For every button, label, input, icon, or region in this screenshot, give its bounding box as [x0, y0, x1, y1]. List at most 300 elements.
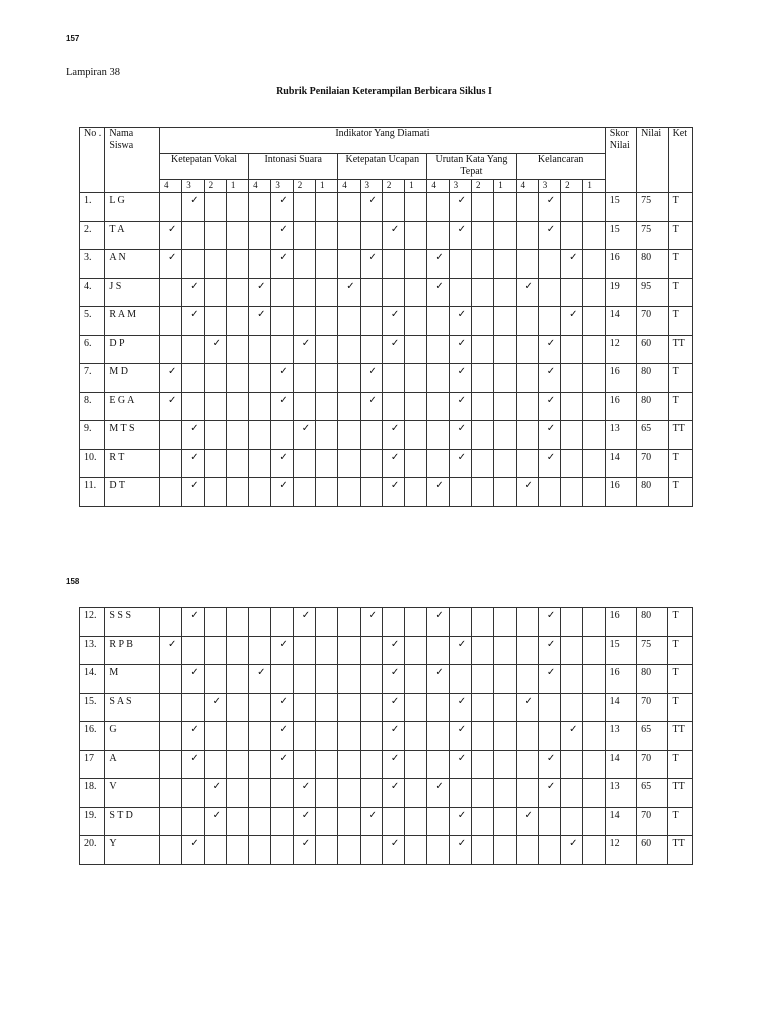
check-mark: ✓	[449, 449, 471, 478]
check-mark: ✓	[182, 608, 204, 637]
score-cell	[405, 307, 427, 336]
score-cell	[382, 250, 404, 279]
score-cell	[182, 693, 204, 722]
check-mark: ✓	[449, 807, 471, 836]
check-mark: ✓	[449, 836, 471, 865]
score-cell	[583, 392, 605, 421]
score-cell	[449, 250, 471, 279]
score-cell	[338, 307, 360, 336]
score-cell	[561, 750, 583, 779]
score-cell	[293, 750, 315, 779]
check-mark: ✓	[271, 693, 293, 722]
check-mark: ✓	[382, 779, 404, 808]
score-cell	[494, 250, 516, 279]
scale-header: 1	[405, 180, 427, 193]
scale-header-row	[80, 180, 693, 193]
score-cell	[182, 779, 204, 808]
score-cell	[561, 449, 583, 478]
score-cell	[583, 807, 605, 836]
score-cell	[494, 807, 516, 836]
student-name: M	[105, 665, 160, 694]
check-mark: ✓	[427, 478, 449, 507]
score-cell	[583, 307, 605, 336]
remark: TT	[668, 722, 693, 751]
score-cell	[561, 807, 583, 836]
score-cell	[226, 221, 248, 250]
score-cell	[405, 449, 427, 478]
score-cell	[516, 779, 538, 808]
score-cell	[494, 364, 516, 393]
check-mark: ✓	[538, 364, 560, 393]
check-mark: ✓	[516, 693, 538, 722]
aspect-header: Intonasi Suara	[249, 154, 338, 180]
score-cell	[338, 250, 360, 279]
score-cell	[204, 307, 226, 336]
header-no: No .	[80, 128, 105, 193]
score-cell	[338, 449, 360, 478]
score-cell	[226, 836, 248, 865]
score-cell	[204, 392, 226, 421]
remark: T	[668, 392, 692, 421]
check-mark: ✓	[293, 836, 315, 865]
score-cell	[271, 278, 293, 307]
check-mark: ✓	[382, 307, 404, 336]
check-mark: ✓	[449, 221, 471, 250]
header-nilai: Nilai	[637, 128, 668, 193]
page-number-157: 157	[66, 34, 80, 43]
score-cell	[338, 608, 360, 637]
score-cell	[583, 665, 605, 694]
score-cell	[271, 307, 293, 336]
check-mark: ✓	[182, 421, 204, 450]
total-score: 14	[605, 307, 636, 336]
grade-value: 70	[637, 693, 668, 722]
check-mark: ✓	[182, 193, 204, 222]
row-number: 17	[80, 750, 105, 779]
score-cell	[405, 421, 427, 450]
assessment-table-page-2	[79, 607, 693, 865]
score-cell	[338, 478, 360, 507]
total-score: 16	[605, 364, 636, 393]
table-row	[80, 807, 693, 836]
total-score: 12	[605, 836, 636, 865]
score-cell	[204, 193, 226, 222]
score-cell	[471, 193, 493, 222]
check-mark: ✓	[382, 693, 404, 722]
table-row	[80, 722, 693, 751]
score-cell	[204, 278, 226, 307]
score-cell	[315, 478, 337, 507]
score-cell	[494, 636, 516, 665]
score-cell	[316, 750, 338, 779]
table-row	[80, 250, 693, 279]
score-cell	[182, 364, 204, 393]
grade-value: 70	[637, 307, 668, 336]
score-cell	[271, 807, 293, 836]
score-cell	[160, 836, 182, 865]
score-cell	[204, 478, 226, 507]
score-cell	[160, 307, 182, 336]
scale-header: 3	[271, 180, 293, 193]
score-cell	[338, 836, 360, 865]
check-mark: ✓	[382, 836, 404, 865]
check-mark: ✓	[538, 193, 560, 222]
check-mark: ✓	[160, 250, 182, 279]
score-cell	[471, 750, 493, 779]
check-mark: ✓	[538, 221, 560, 250]
remark: T	[668, 665, 693, 694]
scale-header: 1	[226, 180, 248, 193]
check-mark: ✓	[360, 608, 382, 637]
remark: TT	[668, 779, 693, 808]
score-cell	[293, 636, 315, 665]
row-number: 10.	[80, 449, 105, 478]
score-cell	[516, 250, 538, 279]
student-name: Y	[105, 836, 160, 865]
aspect-header: Urutan Kata Yang Tepat	[427, 154, 516, 180]
score-cell	[405, 221, 427, 250]
score-cell	[405, 335, 427, 364]
score-cell	[471, 836, 493, 865]
score-cell	[293, 665, 315, 694]
score-cell	[338, 364, 360, 393]
check-mark: ✓	[182, 278, 204, 307]
score-cell	[494, 221, 516, 250]
score-cell	[160, 608, 182, 637]
total-score: 16	[605, 392, 636, 421]
score-cell	[405, 779, 427, 808]
check-mark: ✓	[182, 478, 204, 507]
score-cell	[360, 693, 382, 722]
score-cell	[226, 636, 248, 665]
check-mark: ✓	[449, 364, 471, 393]
table-row	[80, 278, 693, 307]
score-cell	[516, 449, 538, 478]
aspect-header: Ketepatan Ucapan	[338, 154, 427, 180]
check-mark: ✓	[271, 250, 293, 279]
scale-header: 2	[293, 180, 315, 193]
score-cell	[360, 421, 382, 450]
check-mark: ✓	[271, 449, 293, 478]
score-cell	[249, 807, 271, 836]
score-cell	[338, 807, 360, 836]
check-mark: ✓	[382, 449, 404, 478]
page-number-158: 158	[66, 577, 80, 586]
score-cell	[405, 278, 427, 307]
score-cell	[471, 722, 493, 751]
scale-header: 4	[338, 180, 360, 193]
score-cell	[471, 221, 493, 250]
score-cell	[316, 722, 338, 751]
score-cell	[382, 392, 404, 421]
score-cell	[249, 636, 271, 665]
score-cell	[583, 608, 605, 637]
check-mark: ✓	[271, 193, 293, 222]
score-cell	[338, 636, 360, 665]
score-cell	[338, 392, 360, 421]
score-cell	[293, 449, 315, 478]
row-number: 18.	[80, 779, 105, 808]
check-mark: ✓	[449, 307, 471, 336]
table-row	[80, 307, 693, 336]
score-cell	[471, 779, 493, 808]
student-name: R P B	[105, 636, 160, 665]
scale-header: 3	[182, 180, 204, 193]
score-cell	[204, 421, 226, 450]
score-cell	[583, 636, 605, 665]
score-cell	[583, 335, 605, 364]
student-name: R T	[105, 449, 160, 478]
header-nama: Nama Siswa	[105, 128, 160, 193]
table-row	[80, 636, 693, 665]
score-cell	[315, 392, 337, 421]
score-cell	[271, 421, 293, 450]
grade-value: 70	[637, 807, 668, 836]
score-cell	[360, 449, 382, 478]
check-mark: ✓	[204, 779, 226, 808]
score-cell	[249, 193, 271, 222]
score-cell	[516, 836, 538, 865]
score-cell	[538, 250, 560, 279]
score-cell	[583, 278, 605, 307]
check-mark: ✓	[427, 278, 449, 307]
score-cell	[226, 665, 248, 694]
score-cell	[226, 307, 248, 336]
score-cell	[449, 665, 471, 694]
check-mark: ✓	[382, 750, 404, 779]
score-cell	[382, 608, 404, 637]
table-row	[80, 608, 693, 637]
score-cell	[160, 807, 182, 836]
score-cell	[561, 335, 583, 364]
score-cell	[160, 421, 182, 450]
score-cell	[427, 221, 449, 250]
remark: T	[668, 693, 693, 722]
check-mark: ✓	[538, 421, 560, 450]
score-cell	[561, 779, 583, 808]
scale-header: 4	[516, 180, 538, 193]
table-row	[80, 478, 693, 507]
remark: TT	[668, 335, 692, 364]
header-indikator: Indikator Yang Diamati	[160, 128, 606, 154]
score-cell	[561, 665, 583, 694]
score-cell	[204, 636, 226, 665]
scale-header: 1	[583, 180, 605, 193]
grade-value: 70	[637, 449, 668, 478]
score-cell	[427, 836, 449, 865]
check-mark: ✓	[160, 364, 182, 393]
check-mark: ✓	[382, 722, 404, 751]
score-cell	[226, 250, 248, 279]
score-cell	[338, 750, 360, 779]
row-number: 8.	[80, 392, 105, 421]
scale-header: 2	[561, 180, 583, 193]
score-cell	[583, 193, 605, 222]
score-cell	[182, 807, 204, 836]
score-cell	[182, 221, 204, 250]
student-name: L G	[105, 193, 160, 222]
score-cell	[471, 278, 493, 307]
grade-value: 65	[637, 421, 668, 450]
row-number: 15.	[80, 693, 105, 722]
score-cell	[449, 278, 471, 307]
score-cell	[315, 278, 337, 307]
score-cell	[293, 307, 315, 336]
check-mark: ✓	[382, 665, 404, 694]
score-cell	[516, 364, 538, 393]
check-mark: ✓	[449, 193, 471, 222]
score-cell	[249, 750, 271, 779]
check-mark: ✓	[382, 221, 404, 250]
check-mark: ✓	[538, 779, 560, 808]
score-cell	[271, 335, 293, 364]
score-cell	[516, 722, 538, 751]
check-mark: ✓	[561, 722, 583, 751]
check-mark: ✓	[382, 335, 404, 364]
score-cell	[226, 449, 248, 478]
grade-value: 80	[637, 478, 668, 507]
grade-value: 75	[637, 221, 668, 250]
row-number: 16.	[80, 722, 105, 751]
remark: T	[668, 608, 693, 637]
table-row	[80, 779, 693, 808]
score-cell	[494, 722, 516, 751]
check-mark: ✓	[516, 278, 538, 307]
score-cell	[583, 836, 605, 865]
check-mark: ✓	[293, 779, 315, 808]
grade-value: 75	[637, 636, 668, 665]
row-number: 12.	[80, 608, 105, 637]
score-cell	[249, 478, 271, 507]
score-cell	[360, 307, 382, 336]
score-cell	[538, 307, 560, 336]
scale-header: 2	[382, 180, 404, 193]
score-cell	[427, 335, 449, 364]
score-cell	[449, 779, 471, 808]
score-cell	[583, 750, 605, 779]
scale-header: 3	[449, 180, 471, 193]
row-number: 20.	[80, 836, 105, 865]
score-cell	[427, 364, 449, 393]
score-cell	[338, 693, 360, 722]
score-cell	[316, 665, 338, 694]
score-cell	[382, 807, 404, 836]
total-score: 14	[605, 750, 636, 779]
score-cell	[516, 307, 538, 336]
check-mark: ✓	[182, 665, 204, 694]
score-cell	[226, 608, 248, 637]
score-cell	[494, 779, 516, 808]
student-name: M D	[105, 364, 160, 393]
score-cell	[382, 193, 404, 222]
score-cell	[427, 750, 449, 779]
score-cell	[427, 421, 449, 450]
check-mark: ✓	[561, 307, 583, 336]
score-cell	[538, 836, 560, 865]
total-score: 16	[605, 665, 636, 694]
check-mark: ✓	[538, 335, 560, 364]
score-cell	[360, 278, 382, 307]
grade-value: 80	[637, 250, 668, 279]
aspect-header-row	[80, 154, 693, 180]
row-number: 2.	[80, 221, 105, 250]
score-cell	[226, 392, 248, 421]
score-cell	[315, 193, 337, 222]
scale-header: 3	[538, 180, 560, 193]
score-cell	[160, 335, 182, 364]
score-cell	[561, 392, 583, 421]
check-mark: ✓	[516, 807, 538, 836]
score-cell	[360, 722, 382, 751]
check-mark: ✓	[427, 779, 449, 808]
score-cell	[561, 608, 583, 637]
score-cell	[204, 449, 226, 478]
score-cell	[204, 836, 226, 865]
score-cell	[338, 779, 360, 808]
score-cell	[249, 250, 271, 279]
check-mark: ✓	[449, 421, 471, 450]
table-row	[80, 665, 693, 694]
check-mark: ✓	[449, 750, 471, 779]
check-mark: ✓	[271, 636, 293, 665]
table-row	[80, 449, 693, 478]
score-cell	[427, 392, 449, 421]
score-cell	[516, 750, 538, 779]
score-cell	[494, 278, 516, 307]
score-cell	[494, 421, 516, 450]
check-mark: ✓	[561, 250, 583, 279]
score-cell	[360, 779, 382, 808]
score-cell	[249, 693, 271, 722]
check-mark: ✓	[538, 608, 560, 637]
score-cell	[561, 421, 583, 450]
score-cell	[427, 693, 449, 722]
score-cell	[561, 193, 583, 222]
grade-value: 80	[637, 608, 668, 637]
student-name: E G A	[105, 392, 160, 421]
remark: T	[668, 250, 692, 279]
score-cell	[360, 478, 382, 507]
score-cell	[316, 807, 338, 836]
score-cell	[338, 722, 360, 751]
score-cell	[583, 722, 605, 751]
score-cell	[494, 608, 516, 637]
score-cell	[583, 779, 605, 808]
row-number: 4.	[80, 278, 105, 307]
check-mark: ✓	[271, 722, 293, 751]
score-cell	[561, 364, 583, 393]
score-cell	[249, 335, 271, 364]
score-cell	[226, 722, 248, 751]
score-cell	[316, 636, 338, 665]
row-number: 1.	[80, 193, 105, 222]
score-cell	[494, 449, 516, 478]
score-cell	[538, 478, 560, 507]
student-name: R A M	[105, 307, 160, 336]
scale-header: 3	[360, 180, 382, 193]
score-cell	[538, 722, 560, 751]
score-cell	[315, 364, 337, 393]
score-cell	[160, 693, 182, 722]
check-mark: ✓	[382, 636, 404, 665]
grade-value: 80	[637, 392, 668, 421]
grade-value: 65	[637, 722, 668, 751]
score-cell	[538, 278, 560, 307]
score-cell	[271, 665, 293, 694]
score-cell	[315, 221, 337, 250]
score-cell	[160, 478, 182, 507]
score-cell	[293, 221, 315, 250]
